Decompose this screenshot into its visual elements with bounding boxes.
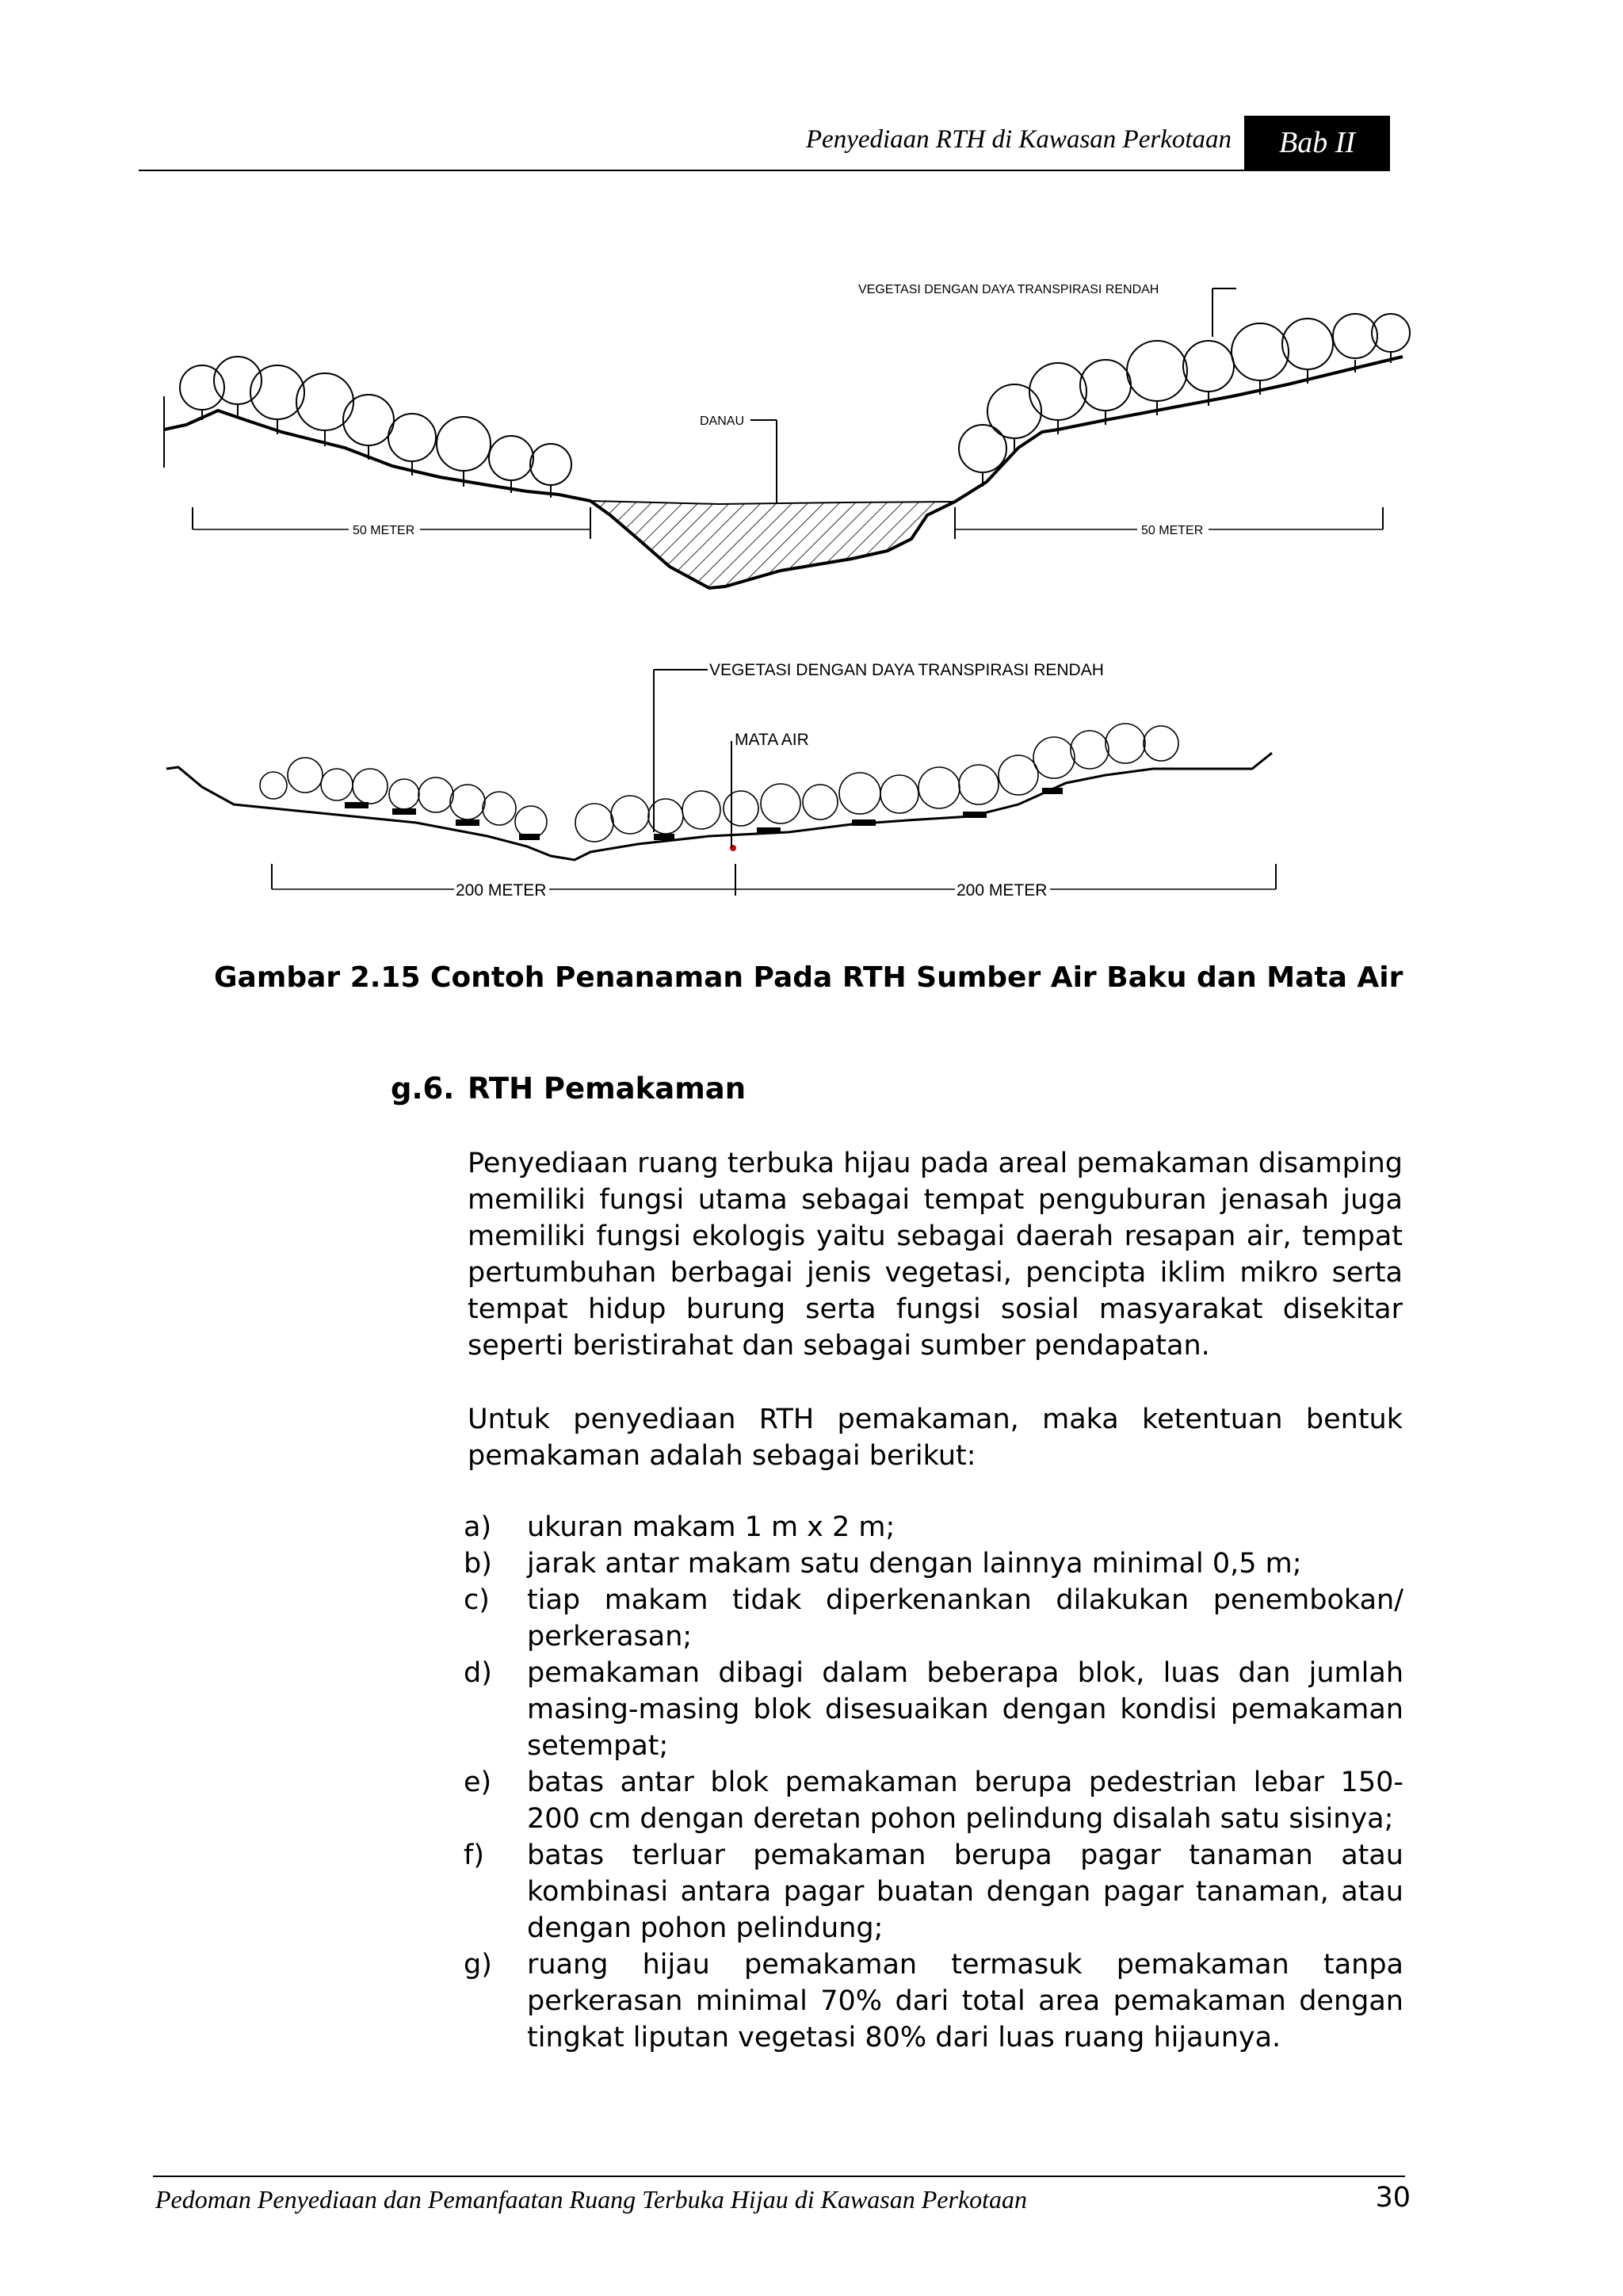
list-item xyxy=(464,1946,1403,2056)
bottom-dimension-left: 200 METER xyxy=(456,881,547,900)
lake-label: DANAU xyxy=(700,415,745,428)
section-heading xyxy=(391,1072,746,1106)
section-number: g.6. xyxy=(391,1072,455,1106)
footer-rule xyxy=(153,2176,1405,2177)
list-item-text: ruang hijau pemakaman termasuk pemakaman tanpa perkerasan minimal 70% dari total area pemakaman dengan tingkat liputan vegetasi 80% dari luas ruang hijaunya. xyxy=(527,1949,1403,2053)
list-item xyxy=(464,1764,1403,1837)
list-marker: b) xyxy=(464,1548,492,1580)
list-item xyxy=(464,1509,1403,1545)
list-item xyxy=(464,1655,1403,1764)
section-title: RTH Pemakaman xyxy=(468,1072,747,1106)
list-item xyxy=(464,1545,1403,1582)
list-item-text: pemakaman dibagi dalam beberapa blok, luas dan jumlah masing-masing blok disesuaikan dengan kondisi pemakaman setempat; xyxy=(527,1657,1403,1762)
bottom-vegetation-label: VEGETASI DENGAN DAYA TRANSPIRASI RENDAH xyxy=(709,661,1104,679)
requirements-list xyxy=(464,1509,1403,2056)
top-dimension-right: 50 METER xyxy=(1141,524,1204,537)
list-marker: d) xyxy=(464,1657,492,1689)
list-marker: f) xyxy=(464,1839,484,1871)
list-marker: g) xyxy=(464,1949,492,1981)
list-item-text: batas terluar pemakaman berupa pagar tanaman atau kombinasi antara pagar buatan dengan pagar tanaman, atau dengan pohon pelindung; xyxy=(527,1839,1403,1944)
spring-label: MATA AIR xyxy=(735,731,809,749)
list-item-text: ukuran makam 1 m x 2 m; xyxy=(527,1511,896,1543)
running-header-title: Penyediaan RTH di Kawasan Perkotaan xyxy=(805,125,1232,154)
list-item-text: tiap makam tidak diperkenankan dilakukan penembokan/ perkerasan; xyxy=(527,1584,1403,1652)
cross-section-figure xyxy=(155,277,1423,911)
list-marker: a) xyxy=(464,1511,492,1543)
list-item-text: jarak antar makam satu dengan lainnya minimal 0,5 m; xyxy=(527,1548,1302,1580)
chapter-badge: Bab II xyxy=(1244,116,1390,170)
list-item-text: batas antar blok pemakaman berupa pedestrian lebar 150-200 cm dengan deretan pohon pelindung disalah satu sisinya; xyxy=(527,1767,1403,1835)
header-rule xyxy=(139,170,1390,171)
paragraph-2: Untuk penyediaan RTH pemakaman, maka ketentuan bentuk pemakaman adalah sebagai berikut: xyxy=(468,1404,1403,1472)
spring-section xyxy=(166,661,1276,900)
top-dimension-left: 50 METER xyxy=(353,524,415,537)
list-item xyxy=(464,1837,1403,1946)
lake-section xyxy=(164,283,1410,588)
footer-title: Pedoman Penyediaan dan Pemanfaatan Ruang Terbuka Hijau di Kawasan Perkotaan xyxy=(155,2185,1028,2214)
list-marker: c) xyxy=(464,1584,490,1616)
bottom-dimension-right: 200 METER xyxy=(957,881,1048,900)
list-item xyxy=(464,1582,1403,1655)
paragraph-1: Penyediaan ruang terbuka hijau pada areal pemakaman disamping memiliki fungsi utama sebagai tempat penguburan jenasah juga memiliki fungsi ekologis yaitu sebagai daerah resapan air, tempat pertumbuhan berbagai jenis vegetasi, pencipta iklim mikro serta tempat hidup burung serta fungsi sosial masyarakat disekitar seperti beristirahat dan sebagai sumber pendapatan. xyxy=(468,1148,1403,1362)
page-number: 30 xyxy=(1375,2182,1411,2214)
figure-caption: Gambar 2.15 Contoh Penanaman Pada RTH Sumber Air Baku dan Mata Air xyxy=(214,961,1403,994)
top-vegetation-label: VEGETASI DENGAN DAYA TRANSPIRASI RENDAH xyxy=(858,283,1159,296)
list-marker: e) xyxy=(464,1767,492,1798)
